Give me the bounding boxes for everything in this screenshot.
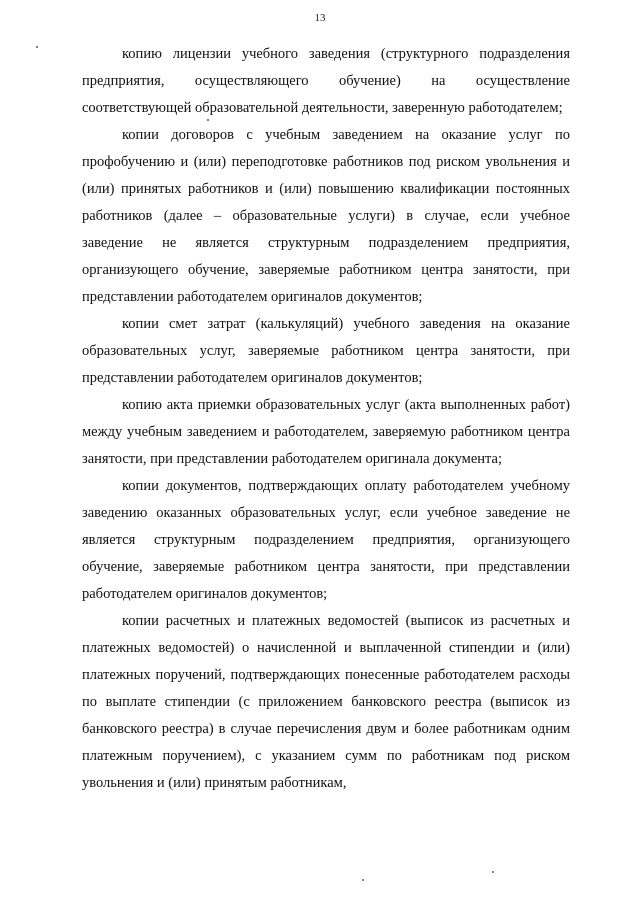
paragraph-license-copy: копию лицензии учебного заведения (структурного подразделения предприятия, осуществляющего обучение) на осуществление соответствующей образовательной деятельности, заверенную работодателем; [82, 46, 570, 116]
paragraph-stipend-statements-copy: копии расчетных и платежных ведомостей (выписок из расчетных и платежных ведомостей) о начисленной и выплаченной стипендии и (или) платежных поручений, подтверждающих понесенные работодателем расходы по выплате стипендии (с приложением банковского реестра (выписок из банковского реестра) в случае перечисления двум и более работникам одним платежным поручением), с указанием сумм по работникам под риском увольнения и (или) принятым работникам, [82, 613, 570, 791]
document-body [82, 41, 570, 797]
scan-speck [36, 46, 38, 48]
paragraph-payment-documents-copy: копии документов, подтверждающих оплату работодателем учебному заведению оказанных образовательных услуг, если учебное заведение не является структурным подразделением предприятия, организующего обучение, заверяемые работником центра занятости, при представлении работодателем оригиналов документов; [82, 478, 570, 602]
paragraph-contracts-copy: копии договоров с учебным заведением на оказание услуг по профобучению и (или) переподготовке работников под риском увольнения и (или) принятых работников и (или) повышению квалификации постоянных работников (далее – образовательные услуги) в случае, если учебное заведение не является структурным подразделением предприятия, организующего обучение, заверяемые работником центра занятости, при представлении работодателем оригиналов документов; [82, 127, 570, 305]
paragraph-acceptance-act-copy: копию акта приемки образовательных услуг (акта выполненных работ) между учебным заведением и работодателем, заверяемую работником центра занятости, при представлении работодателем оригинала документа; [82, 397, 570, 467]
paragraph-cost-estimates-copy: копии смет затрат (калькуляций) учебного заведения на оказание образовательных услуг, заверяемые работником центра занятости, при представлении работодателем оригиналов документов; [82, 316, 570, 386]
scan-speck [207, 119, 209, 121]
scan-speck [362, 879, 364, 881]
scan-speck [492, 871, 494, 873]
page-number: 13 [314, 12, 326, 24]
